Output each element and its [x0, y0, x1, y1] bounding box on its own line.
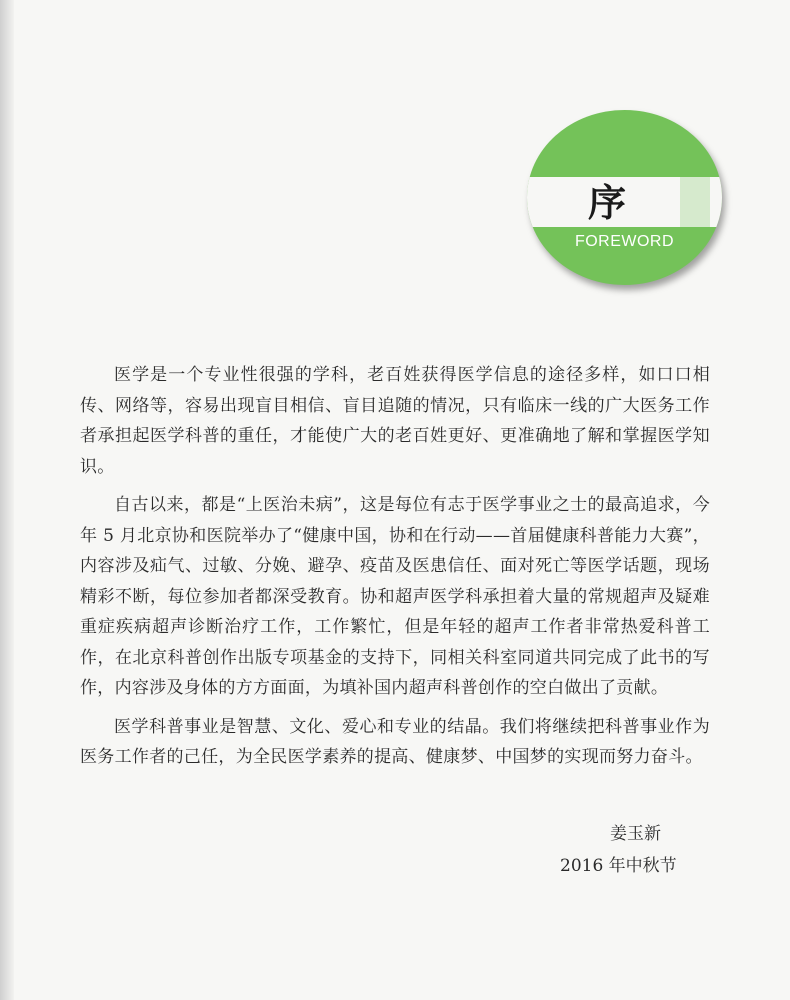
signature-date: 2016 年中秋节: [560, 856, 677, 876]
author-name: 姜玉新: [610, 824, 661, 844]
badge-circle: [527, 110, 722, 285]
foreword-body: [80, 360, 710, 781]
badge-title: 序: [587, 180, 626, 225]
paragraph-2: 自古以来，都是“上医治未病”，这是每位有志于医学事业之士的最高追求，今年 5 月北京协和医院举办了“健康中国，协和在行动——首届健康科普能力大赛”，内容涉及疝气、过敏、分娩、避孕、疫苗及医患信任、面对死亡等医学话题，现场精彩不断，每位参加者都深受教育。协和超声医学科承担着大量的常规超声及疑难重症疾病超声诊断治疗工作，工作繁忙，但是年轻的超声工作者非常热爱科普工作，在北京科普创作出版专项基金的支持下，同相关科室同道共同完成了此书的写作，内容涉及身体的方方面面，为填补国内超声科普创作的空白做出了贡献。: [80, 495, 710, 698]
page-edge-shadow: [0, 0, 14, 1000]
foreword-badge: [527, 110, 722, 285]
badge-subtitle: FOREWORD: [574, 233, 675, 250]
paragraph-1: 医学是一个专业性很强的学科，老百姓获得医学信息的途径多样，如口口相传、网络等，容易出现盲目相信、盲目追随的情况，只有临床一线的广大医务工作者承担起医学科普的重任，才能使广大的老百姓更好、更准确地了解和掌握医学知识。: [80, 365, 710, 477]
signature-block: [560, 818, 760, 882]
paragraph-3: 医学科普事业是智慧、文化、爱心和专业的结晶。我们将继续把科普事业作为医务工作者的己任，为全民医学素养的提高、健康梦、中国梦的实现而努力奋斗。: [80, 716, 710, 767]
